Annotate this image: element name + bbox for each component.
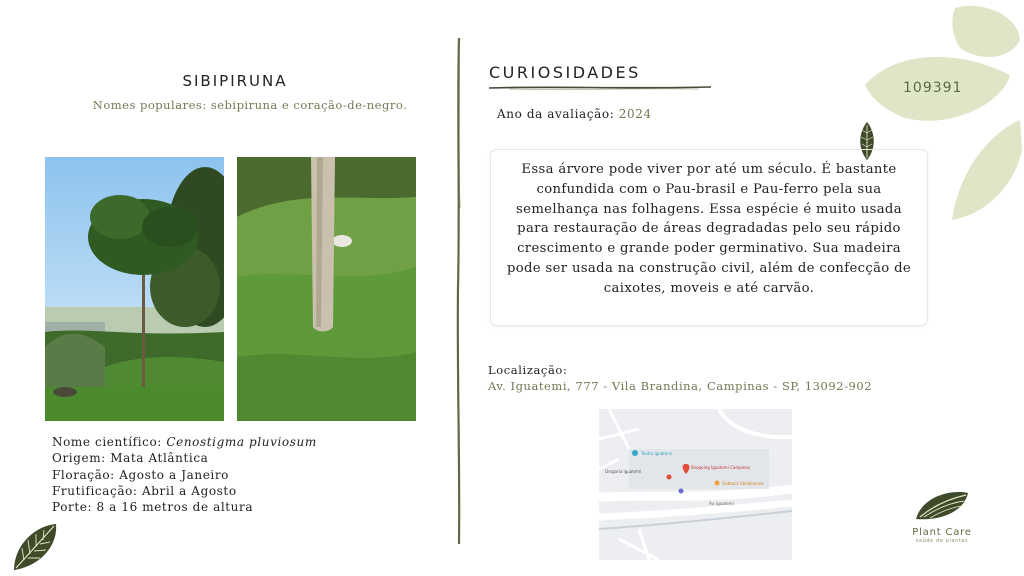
curiosities-card <box>490 149 928 326</box>
flowering: Floração: Agosto a Janeiro <box>52 467 229 482</box>
trunk-photo <box>237 157 416 421</box>
scientific-name: Cenostigma pluviosum <box>166 435 317 449</box>
brand-name: Plant Care <box>912 527 972 538</box>
plant-name: SIBIPIRUNA <box>182 72 288 90</box>
year-label: Ano da avaliação: <box>497 107 619 121</box>
evaluation-year <box>497 107 652 121</box>
origin: Origem: Mata Atlântica <box>52 451 209 466</box>
brand-logo <box>900 489 984 544</box>
fruiting: Frutificação: Abril a Agosto <box>52 483 237 498</box>
map-label-drogaria: Drogaria Iguatemi <box>605 469 642 474</box>
curiosities-text: Essa árvore pode viver por até um século. É bastante confundida com o Pau-brasil e Pau-ferro pela sua semelhança nas folhagens. Essa espécie é muito usada para restauração de áreas degradadas pelo seu rápido crescimento e grande poder germinativo. Sua madeira pode ser usada na construção civil, além de confecção de caixotes, moveis e até carvão. <box>506 162 912 296</box>
plant-code: 109391 <box>903 80 963 96</box>
tree-photo <box>45 157 224 421</box>
map-label-theater: Teatro Iguatemi <box>641 451 673 456</box>
map-label-shopping: Shopping Iguatemi Campinas <box>691 465 750 470</box>
size: Porte: 8 a 16 metros de altura <box>52 500 254 515</box>
leaf-icon <box>10 520 60 572</box>
location-address[interactable]: Av. Iguatemi, 777 - Vila Brandina, Campinas - SP, 13092-902 <box>488 379 873 393</box>
plant-info <box>52 434 317 515</box>
year-value: 2024 <box>618 107 652 121</box>
map-label-avenue: Av. Iguatemi <box>709 501 734 506</box>
brand-subtitle: saúde de plantas <box>915 538 969 544</box>
title-underline <box>489 84 711 92</box>
scientific-label: Nome científico: <box>52 435 167 449</box>
map-label-outback: Outback Steakhouse <box>722 481 764 486</box>
divider <box>454 38 464 544</box>
location-map[interactable] <box>599 409 792 560</box>
scientific-name-line <box>52 434 317 450</box>
location-label: Localização: <box>488 363 568 377</box>
curiosities-title: CURIOSIDADES <box>489 63 641 82</box>
brand-leaf-icon <box>914 489 970 521</box>
popular-names: Nomes populares: sebipiruna e coração-de-negro. <box>92 98 408 112</box>
